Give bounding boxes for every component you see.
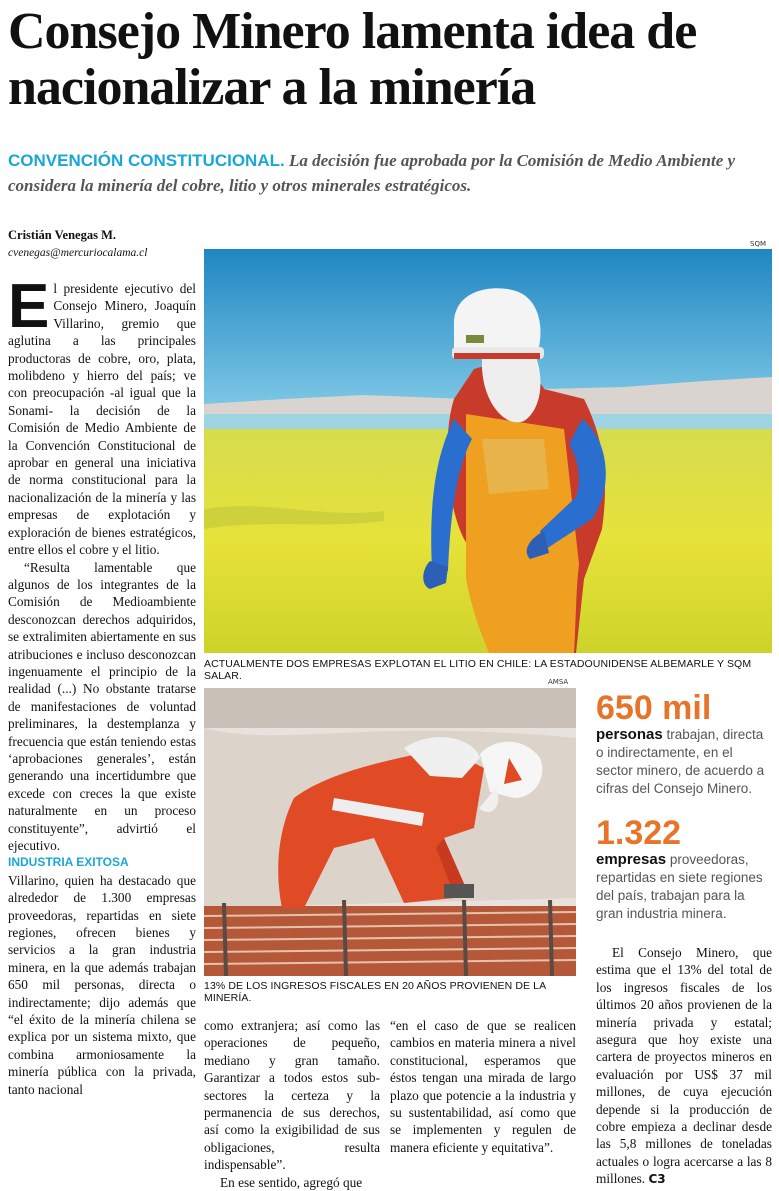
kicker-tag: CONVENCIÓN CONSTITUCIONAL. bbox=[8, 151, 285, 170]
subhead-industria: INDUSTRIA EXITOSA bbox=[8, 855, 129, 870]
drop-cap: E bbox=[8, 272, 50, 341]
photo-caption-lithium: ACTUALMENTE DOS EMPRESAS EXPLOTAN EL LITIO EN CHILE: LA ESTADOUNIDENSE ALBEMARLE Y SQM SALAR. bbox=[204, 658, 752, 682]
stat-number-empresas: 1.322 bbox=[596, 814, 682, 852]
paragraph-consejo: El Consejo Minero, que estima que el 13% del total de los ingresos fiscales de los últimos 20 años provienen de la minería privada y estatal; asegura que hoy existe una cartera de proyectos mineros en evaluación por US$ 37 mil millones, de cuya ejecución depende si la producción de cobre empieza a declinar desde las 5,8 millones de toneladas actuales o logra acercarse a las 8 millones. C3 bbox=[596, 945, 772, 1187]
stat-block-empresas bbox=[596, 815, 772, 923]
stat-text-personas: personas trabajan, directa o indirectamente, en el sector minero, de acuerdo a cifras del Consejo Minero. bbox=[596, 726, 765, 796]
headline: Consejo Minero lamenta idea de nacionalizar a la minería bbox=[8, 3, 697, 116]
paragraph-villarino: Villarino, quien ha destacado que alrededor de 1.300 empresas proveedoras, repartidas en siete regiones, ofrecen bienes y servicios a la gran industria minera, en la que además trabajan 650 mil personas, directa o indirectamente; dijo además que “el éxito de la minería chilena se explica por un sistema mixto, que combina armoniosamente la minería pública con la privada, tanto nacional bbox=[8, 872, 196, 1097]
stat-text-empresas: empresas proveedoras, repartidas en siete regiones del país, trabajan para la gran industria minera. bbox=[596, 851, 763, 921]
paragraph-intro: l presidente ejecutivo del Consejo Minero, Joaquín Villarino, gremio que aglutina a las principales productoras de cobre, oro, plata, molibdeno y hierro del país; ve con preocupación -al igual que la Sonami- la decisión de la Comisión de Medio Ambiente de la Convención Constitucional de aprobar en general una iniciativa de norma constitucional para la nacionalización de la minería y las empresas de explotación y exploración de bienes estratégicos, entre ellos el cobre y el litio. bbox=[8, 281, 196, 558]
photo-caption-copper: 13% DE LOS INGRESOS FISCALES EN 20 AÑOS PROVIENEN DE LA MINERÍA. bbox=[204, 980, 546, 1004]
author-email: cvenegas@mercuriocalama.cl bbox=[8, 247, 148, 259]
photo-credit-sqm: SQM bbox=[750, 240, 766, 248]
author-name: Cristián Venegas M. bbox=[8, 228, 116, 242]
paragraph-extranjera: como extranjera; así como las operaciones de pequeño, mediano y gran tamaño. Garantizar a todos estos sub-sectores la certeza y la permanencia de sus derechos, así como la exigibilidad de sus obligaciones, resulta indispensable”. bbox=[204, 1018, 380, 1173]
article-column-3 bbox=[390, 1017, 576, 1156]
article-column-4 bbox=[596, 944, 772, 1189]
paragraph-quote: “Resulta lamentable que algunos de los integrantes de la Comisión de Medioambiente desconozcan derechos adquiridos, se extralimiten abiertamente en sus atribuciones e incluso desconozcan ingenuamente el principio de la realidad (...) No obstante tratarse de manifestaciones de voluntad preliminares, la destemplanza y frecuencia que están teniendo estas ‘aprobaciones generales’, están generando una incertidumbre que excede con creces la que existe naturalmente en un proceso constituyente”, advirtió el ejecutivo. bbox=[8, 559, 196, 853]
kicker bbox=[8, 148, 773, 198]
stat-number-personas: 650 mil bbox=[596, 689, 712, 727]
copper-worker-illustration bbox=[204, 688, 576, 976]
article-column-2 bbox=[204, 1017, 380, 1191]
stat-block-personas bbox=[596, 690, 772, 798]
photo-credit-amsa: AMSA bbox=[548, 678, 569, 686]
paragraph-cambios: “en el caso de que se realicen cambios en materia minera a nivel constitucional, esperamos que éstos tengan una mirada de largo plazo que potencie a la industria y su sustentabilidad, así como que se implementen y regulen de manera eficiente y equitativa”. bbox=[390, 1018, 576, 1155]
photo-copper-worker bbox=[204, 688, 576, 976]
lithium-worker-illustration bbox=[204, 249, 772, 653]
article-column-1 bbox=[8, 272, 196, 1185]
end-mark: C3 bbox=[648, 1172, 666, 1187]
kicker-text: La decisión fue aprobada por la Comisión de Medio Ambiente y considera la minería del cobre, litio y otros minerales estratégicos. bbox=[8, 151, 736, 195]
paragraph-sentido: En ese sentido, agregó que bbox=[220, 1174, 363, 1190]
photo-lithium-worker bbox=[204, 249, 772, 653]
